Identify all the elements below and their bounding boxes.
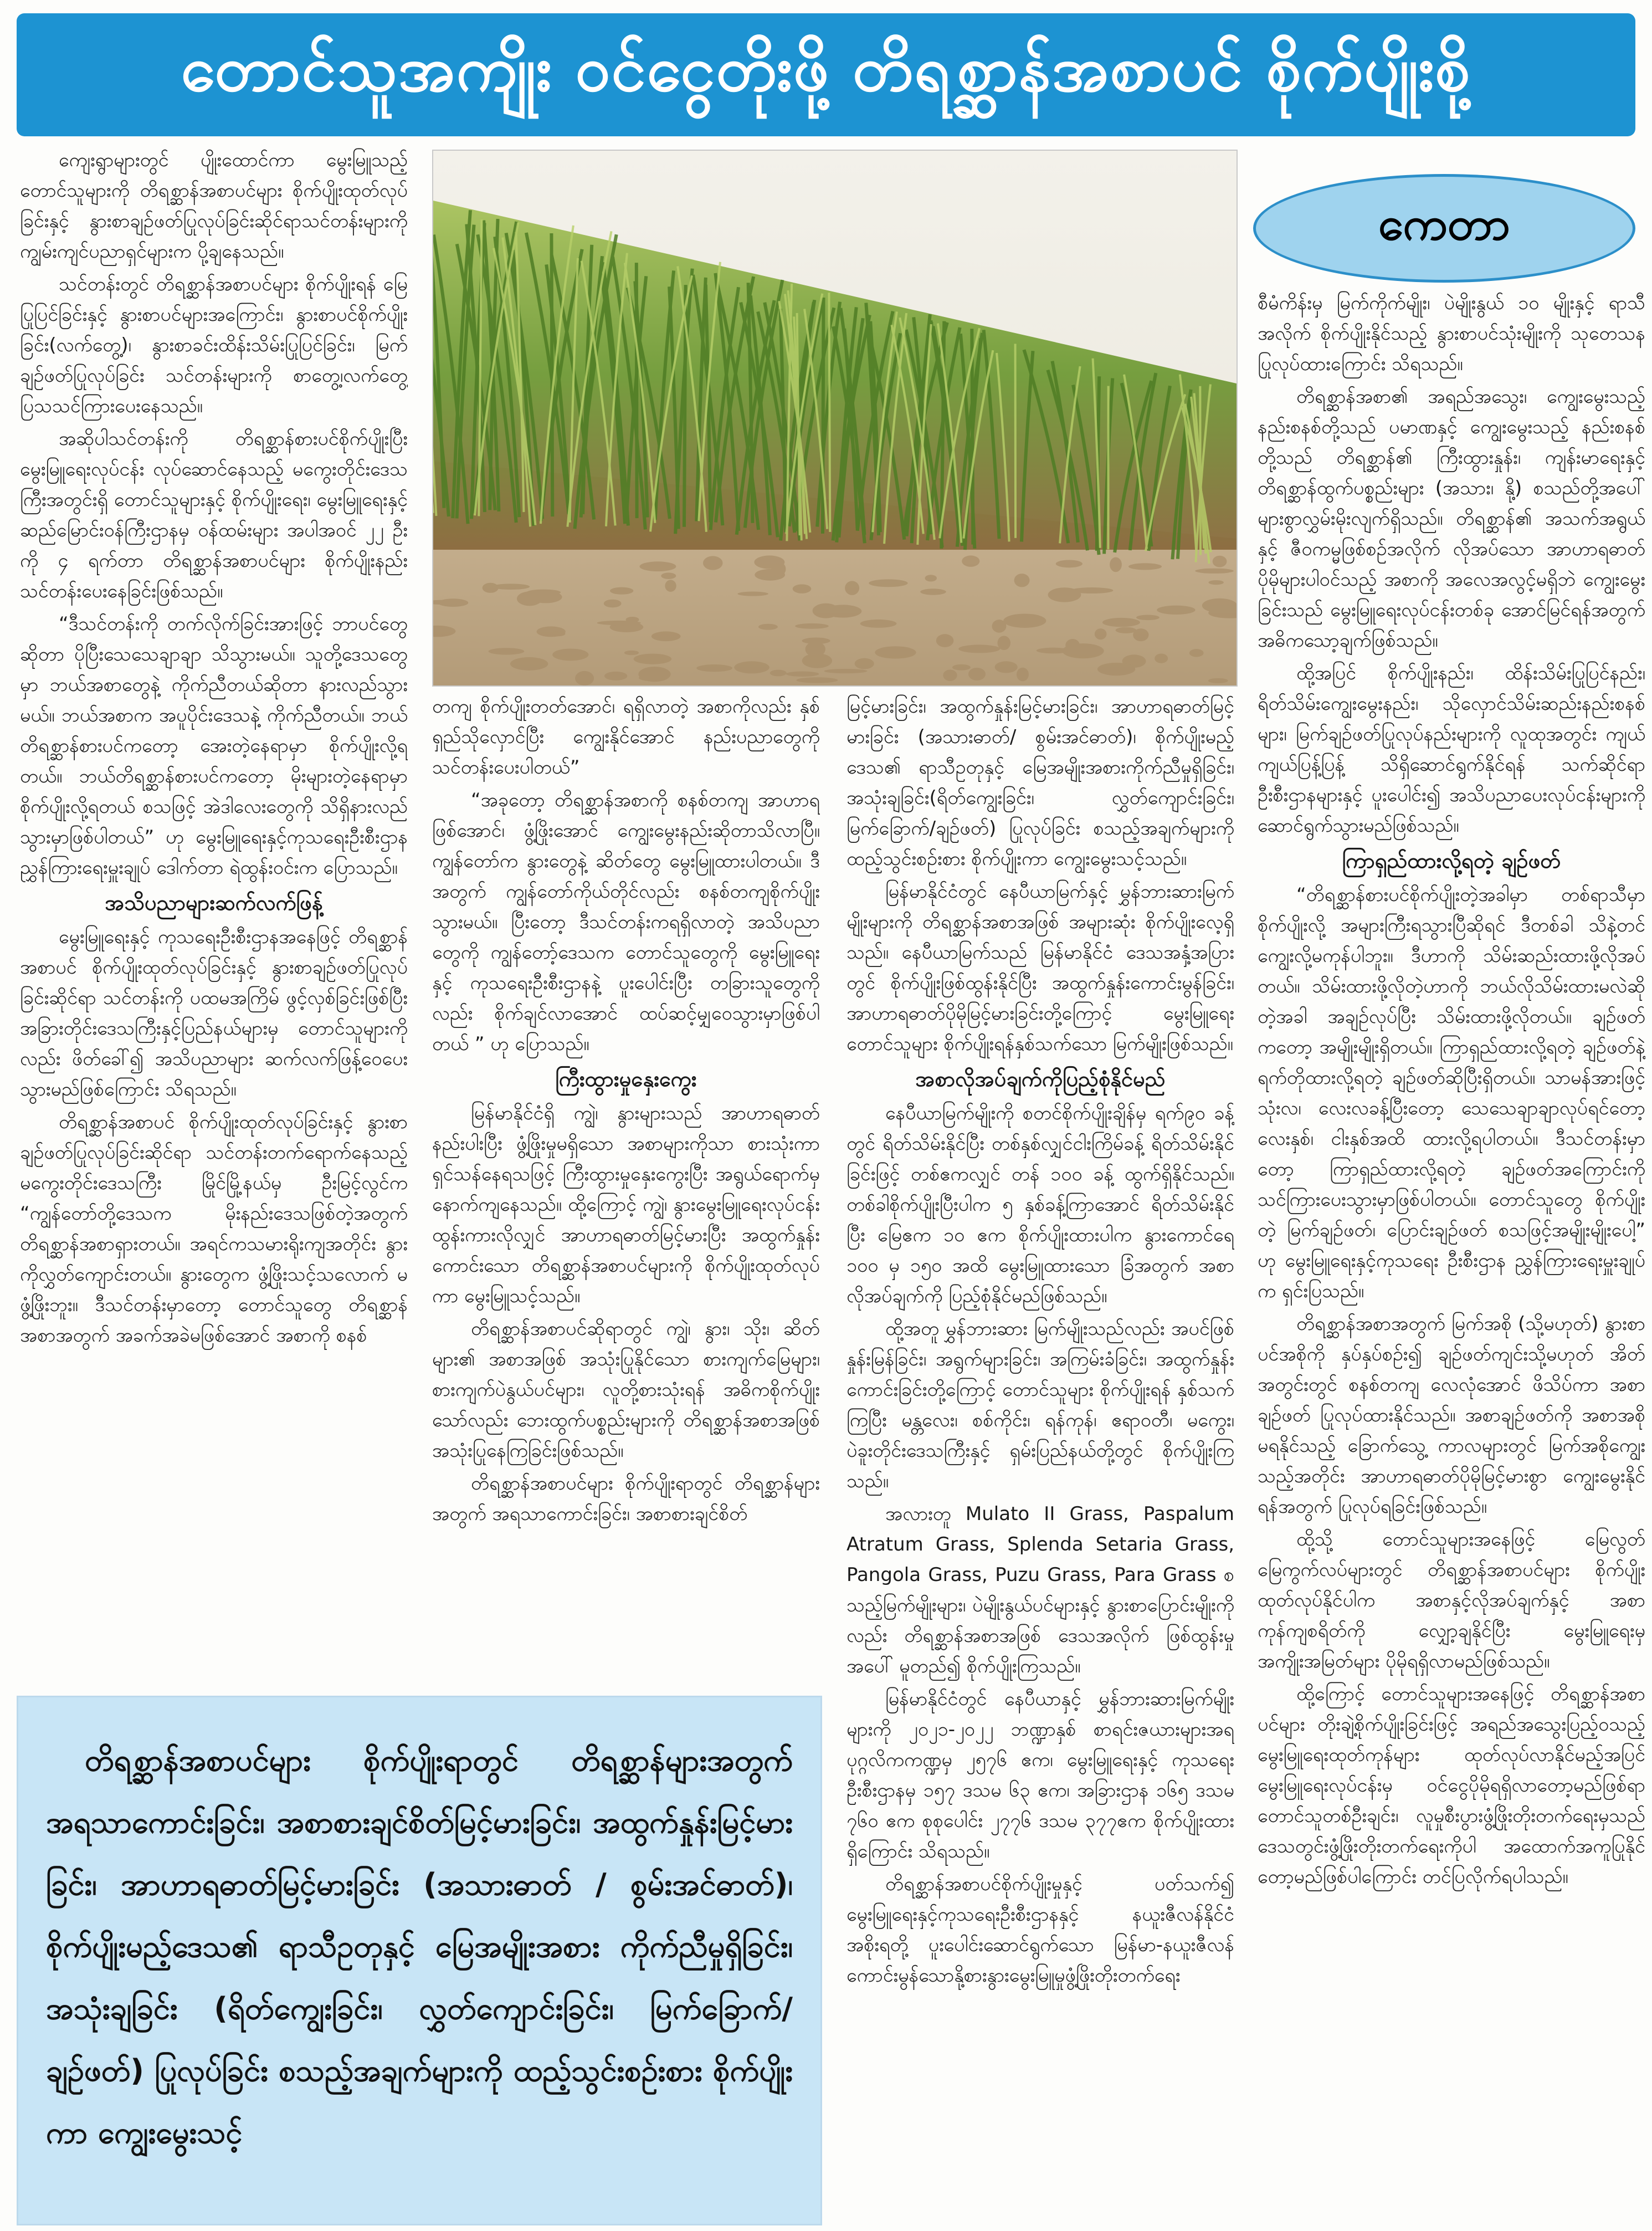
soil-clod (624, 651, 639, 655)
soil-clod (995, 661, 1018, 673)
paragraph: တိရစ္ဆာန်အစာအတွက် မြက်အစို (သို့မဟုတ်) နွားစာပင်အစိုကို နှပ်နှပ်စဉ်း၍ ချဉ်ဖတ်ကျင်းသို့မဟုတ် အိတ်အတွင်းတွင် စနစ်တကျ လေလုံအောင် ဖိသိပ်ကာ အစာချဉ်ဖတ် ပြုလုပ်ထားနိုင်သည်။ အစာချဉ်ဖတ်ကို အစာအစိုမရနိုင်သည့် ခြောက်သွေ့ ကာလများတွင် မြက်အစိုကျွေးသည့်အတိုင်း အာဟာရဓာတ်ပိုမိုမြင့်မားစွာ ကျွေးမွေးနိုင်ရန်အတွက် ပြုလုပ်ရခြင်းဖြစ်သည်။ (1258, 1313, 1645, 1518)
soil-clod (651, 631, 681, 641)
paragraph: တိရစ္ဆာန်အစာပင်စိုက်ပျိုးမှုနှင့် ပတ်သက်၍ မွေးမြူရေးနှင့်ကုသရေးဦးစီးဌာနနှင့် နယူးဇီလန်နိုင်ငံ အစိုးရတို့ ပူးပေါင်းဆောင်ရွက်သော မြန်မာ-နယူးဇီလန် ကောင်းမွန်သောနို့စားနွားမွေးမြူမှုဖွံ့ဖြိုးတိုးတက်ရေး (846, 1873, 1234, 1987)
soil-clod (604, 600, 622, 608)
soil-clod (802, 653, 832, 668)
soil-clod (786, 671, 819, 676)
soil-clod (597, 621, 641, 625)
soil-clod (639, 561, 676, 571)
soil-clod (802, 637, 830, 644)
article-column-3 (846, 692, 1234, 2221)
paragraph: မြန်မာနိုင်ငံတွင် နေပီယာနှင့် မွှန်ဘားဆားမြက်မျိုးများကို ၂၀၂၁-၂၀၂၂ ဘဏ္ဍာနှစ် စာရင်းဇယားများအရ ပုဂ္ဂလိကကဏ္ဍမှ ၂၅၇၆ ဧက၊ မွေးမြူရေးနှင့် ကုသရေးဦးစီးဌာနမှ ၁၅၇ ဒသမ ၆၃ ဧက၊ အခြားဌာန ၁၆၅ ဒသမ ၇၆၀ ဧက စုစုပေါင်း ၂၇၇၆ ဒသမ ၃၇၇ဧက စိုက်ပျိုးထားရှိကြောင်း သိရသည်။ (846, 1688, 1234, 1862)
paragraph: ထို့အပြင် စိုက်ပျိုးနည်း၊ ထိန်းသိမ်းပြုပြင်နည်း၊ ရိတ်သိမ်းကျွေးမွေးနည်း၊ သိုလှောင်သိမ်းဆည်းနည်းစနစ်များ၊ မြက်ချဉ်ဖတ်ပြုလုပ်နည်းများကို လူထုအတွင်း ကျယ်ကျယ်ပြန့်ပြန့် သိရှိဆောင်ရွက်နိုင်ရန် သက်ဆိုင်ရာ ဦးစီးဌာနများနှင့် ပူးပေါင်း၍ အသိပညာပေးလုပ်ငန်းများကို ဆောင်ရွက်သွားမည်ဖြစ်သည်။ (1258, 662, 1645, 837)
soil-clod (796, 677, 838, 683)
author-name: ကေတာ (1378, 197, 1511, 250)
soil-clod (604, 672, 627, 680)
soil-clod (1071, 587, 1113, 593)
cane-stalk (823, 298, 824, 534)
soil-clod (758, 624, 778, 630)
soil-clod (1097, 663, 1135, 676)
soil-clod (1133, 628, 1148, 641)
soil-clod (943, 669, 957, 681)
section-heading: ကြီးထွားမှုနှေးကွေး (555, 1067, 697, 1091)
soil-clod (754, 555, 784, 569)
soil-clod (1189, 649, 1204, 657)
soil-clod (1155, 654, 1168, 663)
paragraph: အဆိုပါသင်တန်းကို တိရစ္ဆာန်စားပင်စိုက်ပျိုးပြီး မွေးမြူရေးလုပ်ငန်း လုပ်ဆောင်နေသည့် မကွေးတိုင်းဒေသကြီးအတွင်းရှိ တောင်သူများနှင့် စိုက်ပျိုးရေး၊ မွေးမြူရေးနှင့် ဆည်မြောင်းဝန်ကြီးဌာနမှ ဝန်ထမ်းများ အပါအဝင် ၂၂ ဦးကို ၄ ရက်တာ တိရစ္ဆာန်အစာပင်များ စိုက်ပျိုးနည်း သင်တန်းပေးနေခြင်းဖြစ်သည်။ (20, 428, 408, 602)
article-column-4 (1258, 288, 1645, 2222)
soil-clod (793, 584, 812, 593)
paragraph: ကျေးရွာများတွင် ပျိုးထောင်ကာ မွေးမြူသည့် တောင်သူများကို တိရစ္ဆာန်အစာပင်များ စိုက်ပျိုးထုတ်လုပ်ခြင်းနှင့် နွားစာချဉ်ဖတ်ပြုလုပ်ခြင်းဆိုင်ရာသင်တန်းများကို ကျွမ်းကျင်ပညာရှင်များက ပို့ချနေသည်။ (20, 149, 408, 263)
paragraph: မြန်မာနိုင်ငံရှိ ကျွဲ၊ နွားများသည် အာဟာရဓာတ်နည်းပါးပြီး ဖွံ့ဖြိုးမှုမရှိသော အစာများကိုသာ စားသုံးကာ ရှင်သန်နေရသဖြင့် ကြီးထွားမှုနှေးကွေးပြီး အရွယ်ရောက်မှ နောက်ကျနေသည်။ ထို့ကြောင့် ကျွဲ၊ နွားမွေးမြူရေးလုပ်ငန်း ထွန်းကားလိုလျှင် အာဟာရဓာတ်မြင့်မားပြီး အထွက်နှုန်းကောင်းသော တိရစ္ဆာန်အစာပင်များကို စိုက်ပျိုးထုတ်လုပ်ကာ မွေးမြူသင့်သည်။ (432, 1102, 820, 1307)
author-badge (1253, 174, 1635, 283)
soil-clod (869, 579, 907, 587)
soil-clod (1208, 580, 1223, 585)
paragraph: “ဒီသင်တန်းကို တက်လိုက်ခြင်းအားဖြင့် ဘာပင်တွေဆိုတာ ပိုပြီးသေသေချာချာ သိသွားမယ်။ သူတို့ဒေသတွေမှာ ဘယ်အစာတွေနဲ့ ကိုက်ညီတယ်ဆိုတာ နားလည်သွားမယ်။ ဘယ်အစာက အပူပိုင်းဒေသနဲ့ ကိုက်ညီတယ်။ ဘယ်တိရစ္ဆာန်စားပင်ကတော့ အေးတဲ့နေရာမှာ စိုက်ပျိုးလို့ရတယ်။ ဘယ်တိရစ္ဆာန်စားပင်ကတော့ မိုးများတဲ့နေရာမှာ စိုက်ပျိုးလို့ရတယ် စသဖြင့် အဲဒါလေးတွေကို သိရှိနားလည်သွားမှာဖြစ်ပါတယ်” ဟု မွေးမြူရေးနှင့်ကုသရေးဦးစီးဌာန ညွှန်ကြားရေးမှူးချုပ် ဒေါက်တာ ရဲထွန်းဝင်းက ပြောသည်။ (20, 613, 408, 879)
soil-clod (1062, 643, 1104, 658)
soil-clod (610, 587, 633, 595)
soil-clod (634, 654, 672, 664)
article-column-2 (432, 692, 820, 1689)
paragraph: မွေးမြူရေးနှင့် ကုသရေးဦးစီးဌာနအနေဖြင့် တိရစ္ဆာန်အစာပင် စိုက်ပျိုးထုတ်လုပ်ခြင်းနှင့် နွားစာချဉ်ဖတ်ပြုလုပ်ခြင်းဆိုင်ရာ သင်တန်းကို ပထမအကြိမ် ဖွင့်လှစ်ခြင်းဖြစ်ပြီး အခြားတိုင်းဒေသကြီးနှင့်ပြည်နယ်များမှ တောင်သူများကိုလည်း ဖိတ်ခေါ်၍ အသိပညာများ ဆက်လက်ဖြန့်ဝေပေးသွားမည်ဖြစ်ကြောင်း သိရသည်။ (20, 926, 408, 1101)
section-heading: အစာလိုအပ်ချက်ကိုပြည့်စုံနိုင်မည် (915, 1067, 1166, 1091)
soil-clod (1056, 560, 1082, 567)
soil-clod (860, 620, 897, 628)
soil-clod (1102, 618, 1140, 627)
soil-clod (510, 657, 548, 671)
soil-clod (1095, 628, 1107, 639)
soil-clod (845, 581, 859, 595)
paragraph: ထို့ကြောင့် တောင်သူများအနေဖြင့် တိရစ္ဆာန်အစာပင်များ တိုးချဲ့စိုက်ပျိုးခြင်းဖြင့် အရည်အသွေးပြည့်ဝသည့် မွေးမြူရေးထုတ်ကုန်များ ထုတ်လုပ်လာနိုင်မည့်အပြင် မွေးမြူရေးလုပ်ငန်းမှ ဝင်ငွေပိုမိုရရှိလာတော့မည်ဖြစ်ရာ တောင်သူတစ်ဦးချင်း၊ လူမှုစီးပွားဖွံ့ဖြိုးတိုးတက်ရေးမှသည် ဒေသတွင်းဖွံ့ဖြိုးတိုးတက်ရေးကိုပါ အထောက်အကူပြုနိုင်တော့မည်ဖြစ်ပါကြောင်း တင်ပြလိုက်ရပါသည်။ (1258, 1683, 1645, 1888)
photo-illustration (433, 151, 1237, 685)
soil-clod (696, 664, 732, 672)
soil-clod (1208, 678, 1228, 683)
soil-clod (737, 592, 768, 596)
soil-clod (661, 572, 676, 579)
soil-clod (489, 648, 525, 654)
soil-clod (575, 671, 594, 685)
sugarcane-field-photo (432, 150, 1238, 687)
soil-clod (527, 590, 561, 595)
soil-clod (1116, 627, 1137, 633)
paragraph: ထို့သို့ တောင်သူများအနေဖြင့် မြေလွတ်မြေကွက်လပ်များတွင် တိရစ္ဆာန်အစာပင်များ စိုက်ပျိုးထုတ်လုပ်နိုင်ပါက အစာနှင့်လိုအပ်ချက်နှင့် အစာကုန်ကျစရိတ်ကို လျှော့ချနိုင်ပြီး မွေးမြူရေးမှအကျိုးအမြတ်များ ပိုမိုရရှိလာမည်ဖြစ်သည်။ (1258, 1528, 1645, 1672)
section-heading: အသိပညာများဆက်လက်ဖြန့် (105, 891, 323, 915)
paragraph: မြင့်မားခြင်း၊ အထွက်နှုန်းမြင့်မားခြင်း၊ အာဟာရဓာတ်မြင့်မားခြင်း (အသားဓာတ်/ စွမ်းအင်ဓာတ်)၊ စိုက်ပျိုးမည့်ဒေသ၏ ရာသီဥတုနှင့် မြေအမျိုးအစားကိုက်ညီမှုရှိခြင်း၊ အသုံးချခြင်း(ရိတ်ကျွေးခြင်း၊ လွှတ်ကျောင်းခြင်း၊ မြက်ခြောက်/ချဉ်ဖတ်) ပြုလုပ်ခြင်း စသည့်အချက်များကို ထည့်သွင်းစဉ်းစား စိုက်ပျိုးကာ ကျွေးမွေးသင့်သည်။ (846, 695, 1234, 870)
article-column-1 (20, 145, 408, 1697)
soil-clod (1014, 574, 1030, 587)
paragraph: နေပီယာမြက်မျိုးကို စတင်စိုက်ပျိုးချိန်မှ ရက်၉၀ ခန့်တွင် ရိတ်သိမ်းနိုင်ပြီး တစ်နှစ်လျှင်ငါးကြိမ်ခန့် ရိတ်သိမ်းနိုင်ခြင်းဖြင့် တစ်ဧကလျှင် တန် ၁၀၀ ခန့် ထွက်ရှိနိုင်သည်။ တစ်ခါစိုက်ပျိုးပြီးပါက ၅ နှစ်ခန့်ကြာအောင် ရိတ်သိမ်းနိုင်ပြီး မြေဧက ၁၀ ဧက စိုက်ပျိုးထားပါက နွားကောင်ရေ ၁၀၀ မှ ၁၅၀ အထိ မွေးမြူထားသော ခြံအတွက် အစာလိုအပ်ချက်ကို ပြည့်စုံနိုင်မည်ဖြစ်သည်။ (846, 1102, 1234, 1307)
soil-clod (483, 583, 499, 593)
soil-clod (875, 646, 916, 658)
soil-clod (734, 661, 769, 673)
paragraph: တိရစ္ဆာန်အစာပင်ဆိုရာတွင် ကျွဲ၊ နွား၊ သိုး၊ ဆိတ်များ၏ အစာအဖြစ် အသုံးပြုနိုင်သော စားကျက်မြေများ၊ စားကျက်ပဲနွယ်ပင်များ၊ လူတို့စားသုံးရန် အဓိကစိုက်ပျိုးသော်လည်း ဘေးထွက်ပစ္စည်းများကို တိရစ္ဆာန်အစာအဖြစ် အသုံးပြုနေကြခြင်းဖြစ်သည်။ (432, 1318, 820, 1462)
soil-clod (920, 589, 946, 595)
soil-clod (968, 668, 986, 680)
soil-clod (1003, 613, 1046, 628)
soil-clod (952, 664, 971, 671)
soil-clod (1195, 569, 1234, 574)
soil-clod (770, 670, 787, 677)
section-heading: ကြာရှည်ထားလို့ရတဲ့ ချဉ်ဖတ် (1342, 848, 1561, 873)
soil-clod (962, 555, 979, 566)
pull-quote-text: တိရစ္ဆာန်အစာပင်များ စိုက်ပျိုးရာတွင် တိရစ္ဆာန်များအတွက် အရသာကောင်းခြင်း၊ အစာစားချင်စိတ်မြင့်မားခြင်း၊ အထွက်နှုန်းမြင့်မားခြင်း၊ အာဟာရဓာတ်မြင့်မားခြင်း (အသားဓာတ် / စွမ်းအင်ဓာတ်)၊ စိုက်ပျိုးမည့်ဒေသ၏ ရာသီဥတုနှင့် မြေအမျိုးအစား ကိုက်ညီမှုရှိခြင်း၊ အသုံးချခြင်း (ရိတ်ကျွေးခြင်း၊ လွှတ်ကျောင်းခြင်း၊ မြက်ခြောက်/ ချဉ်ဖတ်) ပြုလုပ်ခြင်း စသည့်အချက်များကို ထည့်သွင်းစဉ်းစား စိုက်ပျိုးကာ ကျွေးမွေးသင့် (46, 1743, 793, 2150)
paragraph: “အခုတော့ တိရစ္ဆာန်အစာကို စနစ်တကျ အာဟာရဖြစ်အောင်၊ ဖွံ့ဖြိုးအောင် ကျွေးမွေးနည်းဆိုတာသိလာပြီ။ ကျွန်တော်က နွားတွေနဲ့ ဆိတ်တွေ မွေးမြူထားပါတယ်။ ဒီအတွက် ကျွန်တော်ကိုယ်တိုင်လည်း စနစ်တကျစိုက်ပျိုးသွားမယ်။ ပြီးတော့ ဒီသင်တန်းကရရှိလာတဲ့ အသိပညာတွေကို ကျွန်တော့်ဒေသက တောင်သူတွေကို မွေးမြူရေးနှင့် ကုသရေးဦးစီးဌာနနဲ့ ပူးပေါင်းပြီး တခြားသူတွေကိုလည်း စိုက်ချင်လာအောင် ထပ်ဆင့်မျှဝေသွားမှာဖြစ်ပါတယ် ” ဟု ပြောသည်။ (432, 789, 820, 1055)
paragraph: မြန်မာနိုင်ငံတွင် နေပီယာမြက်နှင့် မွှန်ဘားဆားမြက်မျိုးများကို တိရစ္ဆာန်အစာအဖြစ် အများဆုံး စိုက်ပျိုးလေ့ရှိသည်။ နေပီယာမြက်သည် မြန်မာနိုင်ငံ ဒေသအနှံ့အပြားတွင် စိုက်ပျိုးဖြစ်ထွန်းနိုင်ပြီး အထွက်နှုန်းကောင်းမွန်ခြင်း၊ အာဟာရဓာတ်ပိုမိုမြင့်မားခြင်းတို့ကြောင့် မွေးမြူရေးတောင်သူများ စိုက်ပျိုးရန်နှစ်သက်သော မြက်မျိုးဖြစ်သည်။ (846, 881, 1234, 1055)
paragraph: ထို့အတူ မွှန်ဘားဆား မြက်မျိုးသည်လည်း အပင်ဖြစ်နှုန်းမြန်ခြင်း၊ အရွက်များခြင်း၊ အကြမ်းခံခြင်း၊ အထွက်နှုန်းကောင်းခြင်းတို့ကြောင့် တောင်သူများ စိုက်ပျိုးရန် နှစ်သက်ကြပြီး မန္တလေး၊ စစ်ကိုင်း၊ ရန်ကုန်၊ ဧရာဝတီ၊ မကွေး၊ ပဲခူးတိုင်းဒေသကြီးနှင့် ရှမ်းပြည်နယ်တို့တွင် စိုက်ပျိုးကြသည်။ (846, 1318, 1234, 1492)
paragraph: တိရစ္ဆာန်အစာ၏ အရည်အသွေး၊ ကျွေးမွေးသည့်နည်းစနစ်တို့သည် ပမာဏနှင့် ကျွေးမွေးသည့် နည်းစနစ်တို့သည် တိရစ္ဆာန်၏ ကြီးထွားနှုန်း၊ ကျန်းမာရေးနှင့် တိရစ္ဆာန်ထွက်ပစ္စည်းများ (အသား၊ နို့) စသည်တို့အပေါ် များစွာလွှမ်းမိုးလျက်ရှိသည်။ တိရစ္ဆာန်၏ အသက်အရွယ်နှင့် ဇီဝကမ္မဖြစ်စဉ်အလိုက် လိုအပ်သော အာဟာရဓာတ်ပိုမိုများပါဝင်သည့် အစာကို အလေအလွင့်မရှိဘဲ ကျွေးမွေးခြင်းသည် မွေးမြူရေးလုပ်ငန်းတစ်ခု အောင်မြင်ရန်အတွက် အဓိကသော့ချက်ဖြစ်သည်။ (1258, 386, 1645, 652)
paragraph: “တိရစ္ဆာန်စားပင်စိုက်ပျိုးတဲ့အခါမှာ တစ်ရာသီမှာ စိုက်ပျိုးလို့ အများကြီးရသွားပြီဆိုရင် ဒီတစ်ခါ သိနဲ့တင် ကျွေးလို့မကုန်ပါဘူး။ ဒီဟာကို သိမ်းဆည်းထားဖို့လိုအပ်တယ်။ သိမ်းထားဖို့လိုတဲ့ဟာကို ဘယ်လိုသိမ်းထားမလဲဆိုတဲ့အခါ အချဉ်လုပ်ပြီး သိမ်းထားဖို့လိုတယ်။ ချဉ်ဖတ်ကတော့ အမျိုးမျိုးရှိတယ်။ ကြာရှည်ထားလို့ရတဲ့ ချဉ်ဖတ်နဲ့ ရက်တိုထားလို့ရတဲ့ ချဉ်ဖတ်ဆိုပြီးရှိတယ်။ သာမန်အားဖြင့် သုံးလ၊ လေးလခန့်ပြီးတော့ သေသေချာချာလုပ်ရင်တော့ လေးနှစ်၊ ငါးနှစ်အထိ ထားလို့ရပါတယ်။ ဒီသင်တန်းမှာတော့ ကြာရှည်ထားလို့ရတဲ့ ချဉ်ဖတ်အကြောင်းကို သင်ကြားပေးသွားမှာဖြစ်ပါတယ်။ တောင်သူတွေ စိုက်ပျိုးတဲ့ မြက်ချဉ်ဖတ်၊ ပြောင်းချဉ်ဖတ် စသဖြင့်အမျိုးမျိုးပေါ့” ဟု မွေးမြူရေးနှင့်ကုသရေး ဦးစီးဌာန ညွှန်ကြားရေးမှူးချုပ်က ရှင်းပြသည်။ (1258, 884, 1645, 1302)
soil-clod (703, 556, 723, 570)
soil-clod (1110, 557, 1122, 572)
paragraph: အလားတူ Mulato II Grass, Paspalum Atratum Grass, Splenda Setaria Grass, Pangola Grass, Puzu Grass, Para Grass စသည့်မြက်မျိုးများ၊ ပဲမျိုးနွယ်ပင်များနှင့် နွားစာပြောင်းမျိုးကိုလည်း တိရစ္ဆာန်အစာအဖြစ် ဒေသအလိုက် ဖြစ်ထွန်းမှုအပေါ် မူတည်၍ စိုက်ပျိုးကြသည်။ (846, 1503, 1234, 1677)
paragraph: စီမံကိန်းမှ မြက်ကိုက်မျိုး၊ ပဲမျိုးနွယ် ၁၀ မျိုးနှင့် ရာသီအလိုက် စိုက်ပျိုးနိုင်သည့် နွားစာပင်သုံးမျိုးကို သုတေသနပြုလုပ်ထားကြောင်း သိရသည်။ (1258, 292, 1645, 375)
cane-stalk (829, 293, 830, 532)
paragraph: တကျ စိုက်ပျိုးတတ်အောင်၊ ရရှိလာတဲ့ အစာကိုလည်း နှစ်ရှည်သိုလှောင်ပြီး ကျွေးနိုင်အောင် နည်းပညာတွေကို သင်တန်းပေးပါတယ်” (432, 695, 820, 779)
soil-clod (925, 575, 937, 581)
headline-banner (17, 13, 1635, 136)
soil-clod (1157, 606, 1195, 615)
soil-clod (824, 669, 868, 673)
soil-clod (665, 580, 676, 592)
soil-clod (1017, 668, 1029, 682)
soil-clod (1213, 556, 1227, 567)
headline-title: တောင်သူအကျိုး ဝင်ငွေတိုးဖို့ တိရစ္ဆာန်အစာပင် စိုက်ပျိုးစို့ (181, 33, 1471, 105)
paragraph: တိရစ္ဆာန်အစာပင် စိုက်ပျိုးထုတ်လုပ်ခြင်းနှင့် နွားစာချဉ်ဖတ်ပြုလုပ်ခြင်းဆိုင်ရာ သင်တန်းတက်ရောက်နေသည့် မကွေးတိုင်းဒေသကြီး မြိုင်မြို့နယ်မှ ဦးမြင့်လွင်က “ကျွန်တော်တို့ဒေသက မိုးနည်းဒေသဖြစ်တဲ့အတွက် တိရစ္ဆာန်အစာရှားတယ်။ အရင်ကသမားရိုးကျအတိုင်း နွားကိုလွှတ်ကျောင်းတယ်။ နွားတွေက ဖွံ့ဖြိုးသင့်သလောက် မဖွံ့ဖြိုးဘူး။ ဒီသင်တန်းမှာတော့ တောင်သူတွေ တိရစ္ဆာန်အစာအတွက် အခက်အခဲမဖြစ်အောင် အစာကို စနစ် (20, 1111, 408, 1347)
paragraph: သင်တန်းတွင် တိရစ္ဆာန်အစာပင်များ စိုက်ပျိုးရန် မြေပြုပြင်ခြင်းနှင့် နွားစာပင်များအကြောင်း၊ နွားစာပင်စိုက်ပျိုးခြင်း(လက်တွေ့)၊ နွားစာခင်းထိန်းသိမ်းပြုပြင်ခြင်း၊ မြက်ချဉ်ဖတ်ပြုလုပ်ခြင်း သင်တန်းများကို စာတွေ့၊လက်တွေ့ ပြသသင်ကြားပေးနေသည်။ (20, 273, 408, 417)
soil-clod (551, 631, 565, 636)
soil-clod (1128, 563, 1162, 570)
soil-clod (855, 658, 874, 669)
soil-clod (958, 644, 1000, 653)
soil-clod (552, 648, 588, 661)
paragraph: တိရစ္ဆာန်အစာပင်များ စိုက်ပျိုးရာတွင် တိရစ္ဆာန်များအတွက် အရသာကောင်းခြင်း၊ အစာစားချင်စိတ် (432, 1472, 820, 1525)
cane-stalk (551, 233, 552, 516)
soil-clod (795, 623, 829, 629)
soil-clod (936, 634, 954, 647)
soil-clod (639, 675, 665, 682)
soil-clod (813, 603, 839, 618)
pull-quote-box (17, 1696, 822, 2225)
soil-clod (1136, 615, 1160, 620)
